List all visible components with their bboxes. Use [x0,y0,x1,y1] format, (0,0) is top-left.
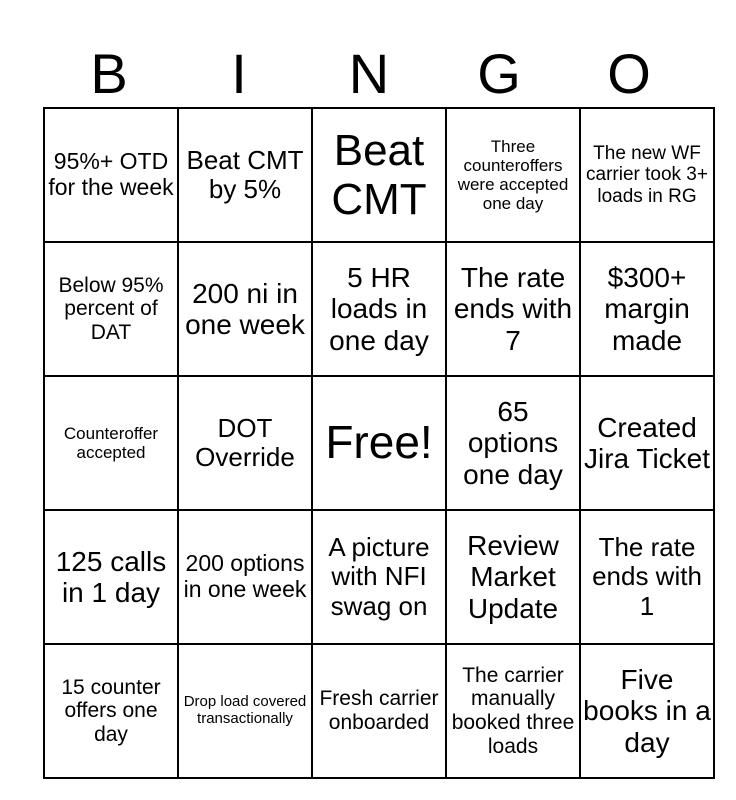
header-letter-i: I [231,42,247,105]
bingo-cell[interactable]: DOT Override [178,376,312,510]
bingo-cell[interactable]: A picture with NFI swag on [312,510,446,644]
bingo-cell[interactable]: 200 ni in one week [178,242,312,376]
bingo-cell[interactable]: Beat CMT [312,108,446,242]
header-letter-b: B [90,42,128,105]
bingo-cell[interactable]: 65 options one day [446,376,580,510]
bingo-cell[interactable]: Drop load covered transactionally [178,644,312,778]
bingo-cell[interactable]: 125 calls in 1 day [44,510,178,644]
bingo-cell[interactable]: Review Market Update [446,510,580,644]
bingo-cell[interactable]: 95%+ OTD for the week [44,108,178,242]
board-row [44,242,714,376]
header-letter-o: O [607,42,651,105]
bingo-cell[interactable]: Fresh carrier onboarded [312,644,446,778]
bingo-cell[interactable]: Beat CMT by 5% [178,108,312,242]
board-row [44,510,714,644]
bingo-cell[interactable]: Counteroffer accepted [44,376,178,510]
board-row [44,108,714,242]
board-row [44,376,714,510]
bingo-cell[interactable]: The carrier manually booked three loads [446,644,580,778]
bingo-board [43,107,715,779]
bingo-cell[interactable]: Created Jira Ticket [580,376,714,510]
free-cell[interactable]: Free! [312,376,446,510]
bingo-cell[interactable]: 5 HR loads in one day [312,242,446,376]
bingo-cell[interactable]: Five books in a day [580,644,714,778]
bingo-cell[interactable]: Below 95% percent of DAT [44,242,178,376]
bingo-cell[interactable]: The new WF carrier took 3+ loads in RG [580,108,714,242]
header-letter-n: N [348,42,390,105]
bingo-cell[interactable]: $300+ margin made [580,242,714,376]
bingo-cell[interactable]: The rate ends with 7 [446,242,580,376]
bingo-header [44,40,694,108]
bingo-cell[interactable]: 15 counter offers one day [44,644,178,778]
bingo-cell[interactable]: 200 options in one week [178,510,312,644]
bingo-cell[interactable]: The rate ends with 1 [580,510,714,644]
board-row [44,644,714,778]
bingo-cell[interactable]: Three counteroffers were accepted one day [446,108,580,242]
header-letter-g: G [477,42,521,105]
